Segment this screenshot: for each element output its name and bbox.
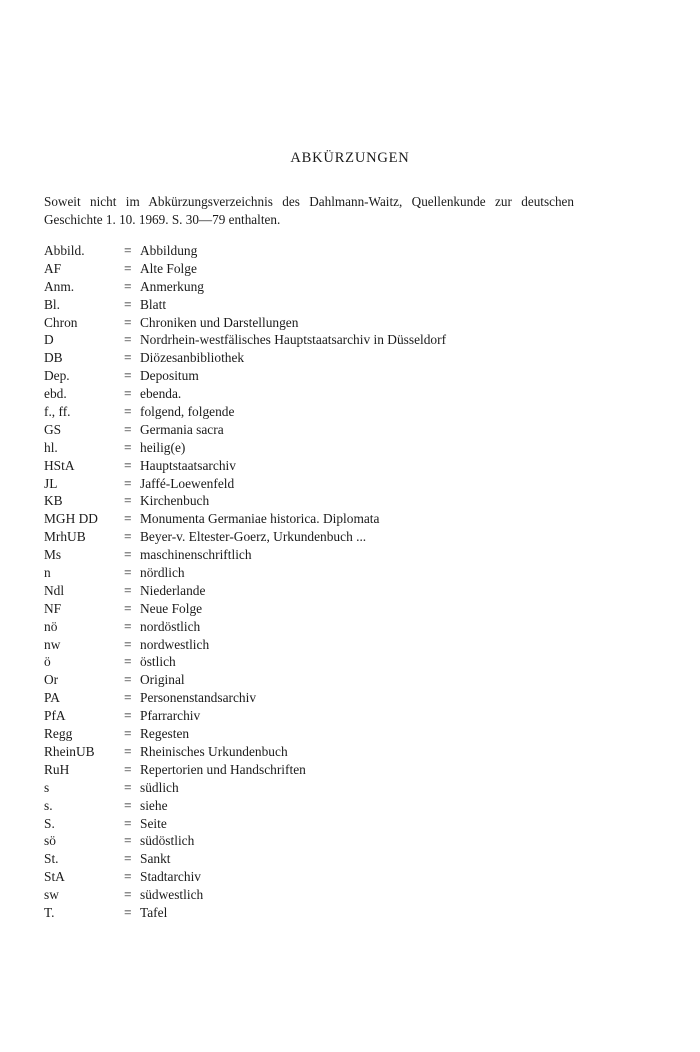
abbreviation-term: St. bbox=[44, 851, 59, 867]
equals-sign: = bbox=[124, 833, 132, 849]
abbreviation-meaning: Tafel bbox=[140, 904, 168, 920]
abbreviation-row bbox=[44, 707, 604, 725]
abbreviation-meaning: nördlich bbox=[140, 565, 185, 581]
abbreviation-term: T. bbox=[44, 904, 55, 920]
abbreviation-row bbox=[44, 904, 604, 922]
equals-sign: = bbox=[124, 332, 132, 348]
abbreviation-term: Anm. bbox=[44, 278, 75, 294]
abbreviation-row bbox=[44, 367, 604, 385]
equals-sign: = bbox=[124, 565, 132, 581]
abbreviation-row bbox=[44, 868, 604, 886]
abbreviation-meaning: Alte Folge bbox=[140, 260, 197, 276]
equals-sign: = bbox=[124, 869, 132, 885]
abbreviation-meaning: ebenda. bbox=[140, 386, 182, 402]
abbreviation-term: n bbox=[44, 565, 51, 581]
equals-sign: = bbox=[124, 547, 132, 563]
abbreviation-term: s. bbox=[44, 797, 53, 813]
abbreviation-term: KB bbox=[44, 493, 63, 509]
equals-sign: = bbox=[124, 887, 132, 903]
abbreviation-row bbox=[44, 797, 604, 815]
abbreviation-meaning: Niederlande bbox=[140, 582, 206, 598]
equals-sign: = bbox=[124, 475, 132, 491]
abbreviation-term: D bbox=[44, 332, 54, 348]
abbreviation-meaning: Kirchenbuch bbox=[140, 493, 210, 509]
abbreviation-term: Abbild. bbox=[44, 243, 85, 258]
abbreviation-meaning: Abbildung bbox=[140, 243, 198, 258]
abbreviation-row bbox=[44, 528, 604, 546]
equals-sign: = bbox=[124, 600, 132, 616]
abbreviation-row bbox=[44, 636, 604, 654]
abbreviation-row bbox=[44, 475, 604, 493]
abbreviation-term: Or bbox=[44, 672, 59, 688]
equals-sign: = bbox=[124, 815, 132, 831]
abbreviation-meaning: Beyer-v. Eltester-Goerz, Urkundenbuch ... bbox=[140, 529, 367, 545]
abbreviation-row bbox=[44, 510, 604, 528]
abbreviation-meaning: siehe bbox=[140, 797, 168, 813]
abbreviation-meaning: Nordrhein-westfälisches Hauptstaatsarchiv in Düsseldorf bbox=[140, 332, 447, 348]
abbreviation-row bbox=[44, 832, 604, 850]
abbreviation-meaning: Depositum bbox=[140, 368, 199, 384]
abbreviation-row bbox=[44, 689, 604, 707]
equals-sign: = bbox=[124, 690, 132, 706]
abbreviation-row bbox=[44, 296, 604, 314]
abbreviation-meaning: südlich bbox=[140, 779, 179, 795]
abbreviation-term: S. bbox=[44, 815, 55, 831]
abbreviation-row bbox=[44, 439, 604, 457]
abbreviation-meaning: Stadtarchiv bbox=[140, 869, 201, 885]
abbreviation-row bbox=[44, 850, 604, 868]
abbreviation-meaning: Anmerkung bbox=[140, 278, 204, 294]
equals-sign: = bbox=[124, 404, 132, 420]
abbreviation-term: HStA bbox=[44, 457, 75, 473]
equals-sign: = bbox=[124, 761, 132, 777]
abbreviation-row bbox=[44, 242, 604, 260]
abbreviation-meaning: nordwestlich bbox=[140, 636, 210, 652]
abbreviation-row bbox=[44, 582, 604, 600]
equals-sign: = bbox=[124, 368, 132, 384]
equals-sign: = bbox=[124, 511, 132, 527]
abbreviation-meaning: Hauptstaatsarchiv bbox=[140, 457, 236, 473]
abbreviation-meaning: nordöstlich bbox=[140, 618, 201, 634]
abbreviation-meaning: Blatt bbox=[140, 296, 167, 312]
equals-sign: = bbox=[124, 779, 132, 795]
intro-paragraph: Soweit nicht im Abkürzungsverzeichnis des Dahlmann-Waitz, Quellenkunde zur deutschen Geschichte 1. 10. 1969. S. 30—79 enthalten. bbox=[44, 194, 574, 227]
abbreviation-meaning: Sankt bbox=[140, 851, 171, 867]
abbreviation-term: hl. bbox=[44, 439, 58, 455]
abbreviation-meaning: Chroniken und Darstellungen bbox=[140, 314, 299, 330]
equals-sign: = bbox=[124, 654, 132, 670]
abbreviation-term: StA bbox=[44, 869, 65, 885]
abbreviation-term: MrhUB bbox=[44, 529, 86, 545]
abbreviation-meaning: Neue Folge bbox=[140, 600, 203, 616]
abbreviation-term: MGH DD bbox=[44, 511, 98, 527]
abbreviation-row bbox=[44, 671, 604, 689]
abbreviation-meaning: folgend, folgende bbox=[140, 404, 235, 420]
abbreviation-row bbox=[44, 725, 604, 743]
equals-sign: = bbox=[124, 296, 132, 312]
abbreviation-term: RheinUB bbox=[44, 743, 95, 759]
equals-sign: = bbox=[124, 493, 132, 509]
equals-sign: = bbox=[124, 904, 132, 920]
equals-sign: = bbox=[124, 457, 132, 473]
abbreviation-term: ebd. bbox=[44, 386, 67, 402]
abbreviation-row bbox=[44, 260, 604, 278]
abbreviation-row bbox=[44, 653, 604, 671]
equals-sign: = bbox=[124, 386, 132, 402]
equals-sign: = bbox=[124, 708, 132, 724]
abbreviation-row bbox=[44, 779, 604, 797]
equals-sign: = bbox=[124, 439, 132, 455]
abbreviation-term: Ms bbox=[44, 547, 62, 563]
abbreviation-meaning: Seite bbox=[140, 815, 167, 831]
abbreviation-meaning: östlich bbox=[140, 654, 176, 670]
abbreviation-meaning: Personenstandsarchiv bbox=[140, 690, 257, 706]
abbreviation-term: s bbox=[44, 779, 50, 795]
abbreviation-term: PA bbox=[44, 690, 60, 706]
abbreviation-term: f., ff. bbox=[44, 404, 71, 420]
abbreviation-meaning: südwestlich bbox=[140, 887, 204, 903]
abbreviation-row bbox=[44, 349, 604, 367]
abbreviation-row bbox=[44, 403, 604, 421]
equals-sign: = bbox=[124, 243, 132, 258]
abbreviation-term: Bl. bbox=[44, 296, 60, 312]
abbreviation-row bbox=[44, 546, 604, 564]
abbreviation-meaning: Jaffé-Loewenfeld bbox=[140, 475, 235, 491]
abbreviation-meaning: heilig(e) bbox=[140, 439, 186, 455]
equals-sign: = bbox=[124, 278, 132, 294]
equals-sign: = bbox=[124, 726, 132, 742]
equals-sign: = bbox=[124, 421, 132, 437]
abbreviation-row bbox=[44, 385, 604, 403]
abbreviation-term: JL bbox=[44, 475, 58, 491]
equals-sign: = bbox=[124, 618, 132, 634]
abbreviation-row bbox=[44, 743, 604, 761]
abbreviation-term: PfA bbox=[44, 708, 66, 724]
abbreviation-row bbox=[44, 564, 604, 582]
abbreviation-term: Dep. bbox=[44, 368, 70, 384]
abbreviation-meaning: Repertorien und Handschriften bbox=[140, 761, 306, 777]
abbreviation-meaning: Rheinisches Urkundenbuch bbox=[140, 743, 288, 759]
abbreviation-term: Chron bbox=[44, 314, 78, 330]
abbreviation-row bbox=[44, 618, 604, 636]
equals-sign: = bbox=[124, 851, 132, 867]
equals-sign: = bbox=[124, 260, 132, 276]
abbreviation-term: GS bbox=[44, 421, 62, 437]
equals-sign: = bbox=[124, 636, 132, 652]
abbreviation-row bbox=[44, 761, 604, 779]
abbreviation-row bbox=[44, 331, 604, 349]
abbreviation-row bbox=[44, 600, 604, 618]
equals-sign: = bbox=[124, 797, 132, 813]
abbreviation-row bbox=[44, 886, 604, 904]
abbreviation-term: Regg bbox=[44, 726, 73, 742]
abbreviation-term: Ndl bbox=[44, 582, 65, 598]
abbreviation-meaning: Monumenta Germaniae historica. Diplomata bbox=[140, 511, 380, 527]
abbreviation-row bbox=[44, 815, 604, 833]
abbreviation-term: nö bbox=[44, 618, 58, 634]
abbreviation-meaning: Germania sacra bbox=[140, 421, 224, 437]
abbreviation-term: nw bbox=[44, 636, 61, 652]
abbreviation-meaning: südöstlich bbox=[140, 833, 195, 849]
abbreviation-meaning: Pfarrarchiv bbox=[140, 708, 201, 724]
abbreviation-term: AF bbox=[44, 260, 62, 276]
abbreviation-term: sö bbox=[44, 833, 56, 849]
abbreviation-term: NF bbox=[44, 600, 62, 616]
equals-sign: = bbox=[124, 529, 132, 545]
equals-sign: = bbox=[124, 672, 132, 688]
abbreviation-row bbox=[44, 314, 604, 332]
abbreviation-meaning: Diözesanbibliothek bbox=[140, 350, 245, 366]
abbreviation-meaning: Original bbox=[140, 672, 185, 688]
abbreviation-term: ö bbox=[44, 654, 51, 670]
equals-sign: = bbox=[124, 582, 132, 598]
abbreviation-list bbox=[44, 242, 604, 922]
abbreviation-row bbox=[44, 278, 604, 296]
abbreviation-row bbox=[44, 457, 604, 475]
equals-sign: = bbox=[124, 350, 132, 366]
equals-sign: = bbox=[124, 743, 132, 759]
abbreviation-meaning: maschinenschriftlich bbox=[140, 547, 252, 563]
page-title: ABKÜRZUNGEN bbox=[290, 150, 410, 166]
abbreviation-term: RuH bbox=[44, 761, 70, 777]
abbreviation-meaning: Regesten bbox=[140, 726, 190, 742]
abbreviation-row bbox=[44, 421, 604, 439]
abbreviation-term: DB bbox=[44, 350, 63, 366]
abbreviation-term: sw bbox=[44, 887, 59, 903]
equals-sign: = bbox=[124, 314, 132, 330]
abbreviation-row bbox=[44, 492, 604, 510]
